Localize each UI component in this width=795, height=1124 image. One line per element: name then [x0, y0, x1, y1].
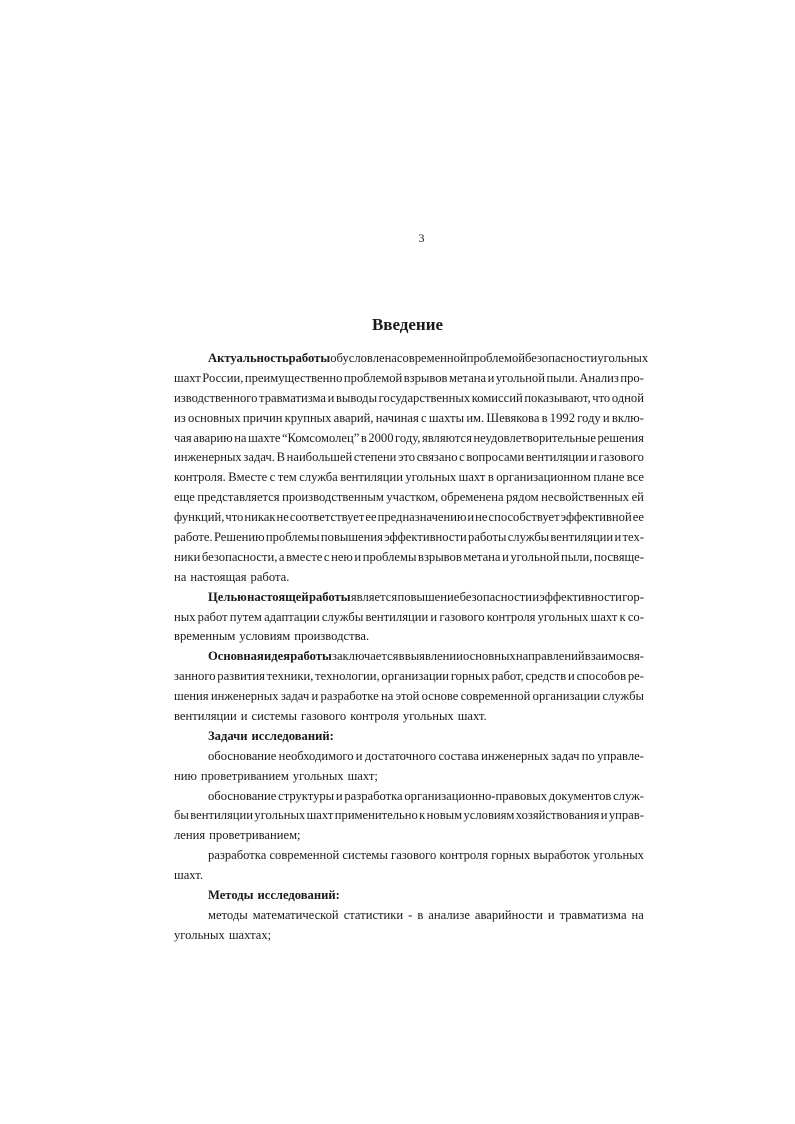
word: повышение	[397, 589, 460, 604]
word: и	[590, 450, 598, 465]
bold-word: работы	[290, 649, 332, 664]
word: обусловлена	[330, 351, 397, 365]
bold-word: идея	[263, 649, 291, 664]
text-line	[174, 488, 644, 508]
word: и	[487, 370, 495, 385]
word: и	[335, 788, 343, 803]
word: организации	[381, 669, 450, 684]
word: ей	[631, 490, 644, 505]
word: шахт;	[347, 768, 378, 783]
word: несвойственных	[541, 490, 630, 505]
word: проблемы	[362, 549, 417, 564]
word: функций,	[174, 510, 225, 525]
paragraph	[174, 588, 644, 648]
word: Вместе	[228, 470, 268, 485]
word: производства.	[294, 629, 370, 644]
word: путем	[229, 609, 262, 624]
word: ных	[174, 609, 196, 624]
word: шахт	[174, 370, 201, 385]
bold-word: исследований:	[257, 888, 340, 903]
word: нию	[174, 768, 197, 783]
word: способов	[576, 669, 627, 684]
word: работе.	[174, 530, 213, 545]
word: эффективной	[560, 510, 632, 525]
word: шахт	[590, 609, 618, 624]
word: необходимого	[278, 748, 354, 763]
word: безопасности	[459, 589, 532, 604]
word: состава	[438, 748, 479, 763]
text-line	[174, 886, 644, 906]
paragraph	[174, 886, 644, 906]
text-line	[174, 727, 644, 747]
word: с	[421, 410, 427, 425]
text-line	[174, 508, 644, 528]
word: в	[360, 430, 367, 445]
word: к	[419, 808, 426, 823]
text-line	[174, 767, 644, 787]
word: и	[502, 549, 509, 564]
word: В	[276, 450, 285, 465]
word: задач	[280, 689, 310, 704]
text-line	[174, 369, 644, 389]
word: а	[278, 549, 285, 564]
paragraph	[174, 906, 644, 946]
text-line	[174, 548, 644, 568]
word: системы	[251, 709, 297, 724]
text-line	[174, 747, 644, 767]
word: и	[311, 689, 319, 704]
text-line	[174, 389, 644, 409]
word: соответствует	[289, 510, 365, 525]
word: что	[225, 510, 244, 525]
word: новым	[426, 808, 463, 823]
word: крупных	[284, 410, 332, 425]
word: ления	[174, 828, 206, 843]
word: этой	[395, 689, 420, 704]
word: контроля	[486, 609, 536, 624]
text-line	[174, 926, 644, 946]
word: разработке	[320, 689, 379, 704]
word: и	[240, 709, 248, 724]
word: и	[568, 669, 575, 684]
word: угольных	[174, 927, 225, 942]
word: вместе	[286, 549, 323, 564]
word: разработка	[208, 848, 267, 863]
bold-word: работы	[288, 351, 331, 365]
paragraph	[174, 349, 649, 588]
word: инженерных	[210, 689, 279, 704]
word: не	[276, 510, 289, 525]
word: вентиляции	[190, 808, 254, 823]
word: Анализ	[579, 370, 619, 385]
word: что	[592, 390, 611, 405]
bold-word: настоящей	[247, 589, 309, 604]
word: задач	[551, 748, 580, 763]
word: аварий,	[333, 410, 374, 425]
word: проблемы	[265, 530, 320, 545]
bold-word: Актуальность	[208, 351, 289, 365]
word: газового	[598, 450, 644, 465]
word: статистики	[343, 907, 404, 922]
word: году,	[395, 430, 421, 445]
word: ее	[365, 510, 377, 525]
text-line	[174, 448, 644, 468]
word: с	[269, 470, 276, 485]
word: безопасности,	[201, 549, 278, 564]
word: временным	[174, 629, 236, 644]
word: угольных	[597, 351, 649, 365]
word: службы	[602, 689, 644, 704]
word: это	[398, 450, 416, 465]
word: выявлении	[404, 649, 463, 664]
word: являются	[421, 430, 472, 445]
word: по	[581, 748, 595, 763]
word: и	[600, 808, 608, 823]
word: безопасности	[525, 351, 598, 365]
word: горных	[491, 848, 531, 863]
word: аварию	[193, 430, 233, 445]
word: плане	[593, 470, 625, 485]
word: управле-	[597, 748, 644, 763]
word: и	[547, 907, 555, 922]
word: вопросами	[466, 450, 525, 465]
word: службы	[321, 609, 364, 624]
text-line	[174, 468, 644, 488]
word: анализе	[428, 907, 470, 922]
word: системы	[342, 848, 388, 863]
word: вентиляции	[365, 609, 429, 624]
word: Шевякова	[486, 410, 540, 425]
word: взаимосвя-	[584, 649, 644, 664]
word: применительно	[334, 808, 418, 823]
text-line	[174, 846, 644, 866]
paragraph	[174, 846, 644, 886]
word: техники,	[266, 669, 314, 684]
word: и	[327, 390, 335, 405]
word: в	[417, 907, 424, 922]
word: угольных	[254, 808, 306, 823]
word: Решению	[213, 530, 265, 545]
word: в	[487, 470, 494, 485]
word: на	[234, 430, 247, 445]
section-title: Введение	[371, 315, 444, 334]
word: условиям	[463, 808, 515, 823]
body-text	[174, 349, 649, 946]
word: все	[626, 470, 644, 485]
word: управ-	[608, 808, 644, 823]
word: предназначению	[377, 510, 467, 525]
bold-word: Основная	[208, 649, 264, 664]
word: современной	[396, 351, 467, 365]
word: инженерных	[174, 450, 242, 465]
word: комиссий	[471, 390, 523, 405]
word: настоящая	[190, 569, 247, 584]
word: представляется	[197, 490, 280, 505]
word: шахт.	[457, 709, 487, 724]
word: угольной	[495, 370, 545, 385]
text-line	[174, 627, 644, 647]
word: “Комсомолец”	[281, 430, 360, 445]
word: технологии,	[315, 669, 380, 684]
word: работы	[468, 530, 507, 545]
word: повышения	[320, 530, 383, 545]
word: тех-	[622, 530, 644, 545]
word: одной	[611, 390, 644, 405]
word: из	[174, 410, 186, 425]
word: участком,	[386, 490, 439, 505]
word: году	[577, 410, 601, 425]
word: нею	[331, 549, 353, 564]
text-line	[174, 349, 649, 369]
word: достаточного	[364, 748, 437, 763]
word: к	[619, 609, 626, 624]
word: математической	[252, 907, 339, 922]
word: шахт	[458, 470, 486, 485]
word: направлений	[515, 649, 585, 664]
word: структуры	[278, 788, 335, 803]
word: обоснование	[208, 748, 277, 763]
word: проблемой	[466, 351, 526, 365]
word: адаптации	[264, 609, 320, 624]
text-line	[174, 787, 644, 807]
word: организации	[532, 689, 601, 704]
word: 2000	[368, 430, 394, 445]
word: методы	[208, 907, 248, 922]
text-line	[174, 866, 644, 886]
word: чая	[174, 430, 192, 445]
bold-word: Методы	[208, 888, 254, 903]
word: занного	[174, 669, 216, 684]
word: и	[430, 609, 438, 624]
paragraph	[174, 787, 644, 847]
word: газового	[439, 609, 485, 624]
text-line	[174, 707, 644, 727]
word: в	[541, 410, 548, 425]
word: заключается	[331, 649, 399, 664]
bold-word: Целью	[208, 589, 247, 604]
word: способствует	[488, 510, 560, 525]
word: вентиляции	[340, 470, 403, 485]
page-number: 3	[418, 231, 425, 245]
word: современной	[269, 848, 340, 863]
word: задач.	[243, 450, 275, 465]
word: и	[532, 589, 540, 604]
word: развития	[217, 669, 265, 684]
text-line	[174, 826, 644, 846]
bold-word: исследований:	[251, 728, 334, 743]
word: основе	[421, 689, 459, 704]
word: в	[398, 649, 405, 664]
word: угольных	[292, 768, 344, 783]
word: эффективности	[384, 530, 467, 545]
word: газового	[300, 709, 347, 724]
word: служ-	[613, 788, 644, 803]
word: пыли,	[561, 549, 593, 564]
word: контроля.	[174, 470, 226, 485]
word: на	[380, 689, 394, 704]
word: неудовлетворительные	[473, 430, 596, 445]
word: никак	[244, 510, 276, 525]
word: угольных	[405, 470, 457, 485]
word: решения	[597, 430, 644, 445]
word: и	[354, 549, 362, 564]
word: и	[467, 510, 475, 525]
word: причин	[242, 410, 283, 425]
word: взрывов	[403, 370, 448, 385]
word: травматизма	[559, 907, 627, 922]
word: начиная	[375, 410, 419, 425]
word: горных	[450, 669, 490, 684]
word: угольных	[537, 609, 589, 624]
word: службы	[507, 530, 550, 545]
word: проветриванием	[200, 768, 289, 783]
text-line	[174, 608, 644, 628]
word: еще	[174, 490, 195, 505]
word: метана	[463, 549, 501, 564]
word: ее	[632, 510, 644, 525]
word: газового	[391, 848, 437, 863]
word: изводственного	[174, 390, 258, 405]
word: шахтах;	[228, 927, 272, 942]
word: вентиляции	[525, 450, 589, 465]
word: хозяйствования	[515, 808, 600, 823]
word: и	[602, 410, 610, 425]
text-line	[174, 429, 644, 449]
word: шахте	[248, 430, 281, 445]
word: выработок	[533, 848, 590, 863]
text-line	[174, 687, 644, 707]
word: производственным	[282, 490, 384, 505]
word: на	[631, 907, 644, 922]
word: средств	[525, 669, 567, 684]
word: документов	[548, 788, 612, 803]
word: метана	[449, 370, 487, 385]
word: обоснование	[208, 788, 277, 803]
word: контроля	[350, 709, 399, 724]
word: аварийности	[474, 907, 543, 922]
word: условиям	[239, 629, 291, 644]
word: травматизма	[259, 390, 326, 405]
word: выводы	[335, 390, 378, 405]
word: ре-	[627, 669, 644, 684]
paragraph	[174, 747, 644, 787]
word: с	[323, 549, 330, 564]
word: угольных	[402, 709, 454, 724]
word: разработка	[344, 788, 403, 803]
word: основных	[187, 410, 241, 425]
text-line	[174, 906, 644, 926]
word: с	[459, 450, 465, 465]
word: на	[174, 569, 187, 584]
word: и	[614, 530, 622, 545]
word: гор-	[622, 589, 644, 604]
word: работ	[197, 609, 228, 624]
word: им.	[466, 410, 485, 425]
word: про-	[620, 370, 644, 385]
word: проблемой	[343, 370, 403, 385]
text-line	[174, 667, 644, 687]
word: инженерных	[481, 748, 549, 763]
word: обременена	[440, 490, 504, 505]
word: эффективности	[539, 589, 622, 604]
word: организационном	[496, 470, 591, 485]
word: взрывов	[418, 549, 462, 564]
bold-word: Задачи	[208, 728, 248, 743]
word: наибольшей	[286, 450, 353, 465]
word: вентиляции	[550, 530, 614, 545]
word: пыли.	[546, 370, 578, 385]
word: -	[408, 907, 413, 922]
word: организационно-правовых	[404, 788, 547, 803]
word: современной	[460, 689, 531, 704]
word: ники	[174, 549, 201, 564]
word: основных	[463, 649, 516, 664]
word: и	[355, 748, 363, 763]
word: угольной	[510, 549, 560, 564]
text-line	[174, 647, 644, 667]
word: работа.	[250, 569, 290, 584]
word: связано	[416, 450, 458, 465]
bold-word: работы	[308, 589, 351, 604]
word: служба	[299, 470, 338, 485]
word: угольных	[593, 848, 644, 863]
word: 1992	[549, 410, 575, 425]
word: вентиляции	[174, 709, 237, 724]
text-line	[174, 806, 644, 826]
word: шахт	[306, 808, 334, 823]
word: бы	[174, 808, 189, 823]
text-line	[174, 568, 644, 588]
paragraph	[174, 727, 644, 747]
word: шахты	[428, 410, 465, 425]
word: государственных	[378, 390, 471, 405]
word: рядом	[506, 490, 539, 505]
word: шахт.	[174, 868, 203, 883]
word: России,	[202, 370, 244, 385]
word: степени	[353, 450, 397, 465]
word: не	[475, 510, 488, 525]
word: контроля	[439, 848, 489, 863]
word: преимущественно	[244, 370, 343, 385]
word: вклю-	[611, 410, 644, 425]
paragraph	[174, 647, 644, 727]
text-line	[174, 409, 644, 429]
word: тем	[277, 470, 297, 485]
word: проветриванием;	[209, 828, 301, 843]
word: шения	[174, 689, 209, 704]
word: посвяще-	[593, 549, 644, 564]
word: показывают,	[524, 390, 591, 405]
word: является	[350, 589, 398, 604]
word: работ,	[491, 669, 524, 684]
text-line	[174, 528, 644, 548]
text-line	[174, 588, 644, 608]
word: со-	[627, 609, 644, 624]
